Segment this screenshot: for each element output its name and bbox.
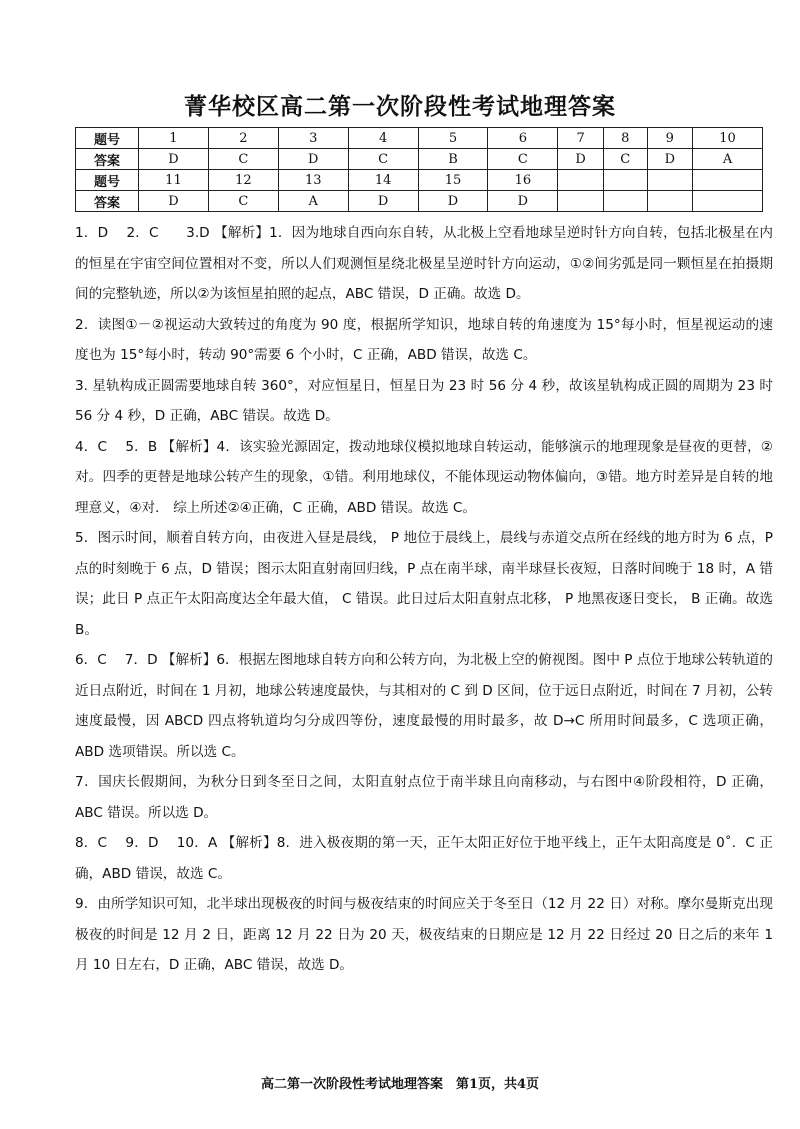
explanation-q4-5: 4．C 5．B 【解析】4．该实验光源固定，拨动地球仪模拟地球自转运动，能够演示的地理现象是昼夜的更替，②对。四季的更替是地球公转产生的现象，①错。利用地球仪，不能体现运动物体偏向，③错。地方时差异是自转的地理意义，④对． 综上所述②④正确，C 正确，ABD 错误。故选 C。 — [75, 438, 773, 516]
answer-cell: D — [348, 191, 418, 212]
question-number: 5 — [418, 128, 488, 149]
question-number: 2 — [208, 128, 278, 149]
answer-cell: C — [488, 149, 558, 170]
question-number: 8 — [603, 128, 647, 149]
explanation-q3: 3. 星轨构成正圆需要地球自转 360°，对应恒星日，恒星日为 23 时 56 分 4 秒，故该星轨构成正圆的周期为 23 时 56 分 4 秒，D 正确，ABC 错误。故选 D。 — [75, 377, 773, 424]
question-number: 7 — [558, 128, 604, 149]
question-number — [558, 170, 604, 191]
answer-cell — [647, 191, 693, 212]
row-label-answer: 答案 — [76, 149, 139, 170]
answer-cell: B — [418, 149, 488, 170]
answer-cell: D — [139, 191, 209, 212]
question-number: 11 — [139, 170, 209, 191]
question-number — [603, 170, 647, 191]
question-number: 13 — [278, 170, 348, 191]
question-row-2 — [76, 170, 763, 191]
page-footer: 高二第一次阶段性考试地理答案 第1页，共4页 — [260, 1077, 540, 1092]
question-row-1 — [76, 128, 763, 149]
question-number: 9 — [647, 128, 693, 149]
question-number: 16 — [488, 170, 558, 191]
answer-cell: C — [208, 191, 278, 212]
question-number: 6 — [488, 128, 558, 149]
explanation-q1-3: 1．D 2．C 3.D 【解析】1．因为地球自西向东自转，从北极上空看地球呈逆时针方向自转，包括北极星在内的恒星在宇宙空间位置相对不变，所以人们观测恒星绕北极星呈逆时针方向运动，①②间劣弧是同一颗恒星在拍摄期间的完整轨迹，所以②为该恒星拍照的起点，ABC 错误，D 正确。故选 D。 — [75, 225, 773, 302]
page-title: 菁华校区高二第一次阶段性考试地理答案 — [184, 93, 616, 120]
row-label-question: 题号 — [76, 128, 139, 149]
answer-cell: D — [558, 149, 604, 170]
explanation-q7: 7．国庆长假期间，为秋分日到冬至日之间，太阳直射点位于南半球且向南移动，与右图中④阶段相符，D 正确，ABC 错误。所以选 D。 — [75, 774, 773, 821]
explanation-q2: 2．读图①－②视运动大致转过的角度为 90 度，根据所学知识，地球自转的角速度为 15°每小时，恒星视运动的速度也为 15°每小时，转动 90°需要 6 个小时，C 正确，ABD 错误，故选 C。 — [75, 316, 773, 363]
explanation-q6-7: 6．C 7．D 【解析】6．根据左图地球自转方向和公转方向，为北极上空的俯视图。图中 P 点位于地球公转轨道的近日点附近，时间在 1 月初，地球公转速度最快，与其相对的 C 到 D 区间，位于远日点附近，时间在 7 月初，公转速度最慢，因 ABCD 四点将轨道均匀分成四等份，速度最慢的用时最多，故 D→C 所用时间最多，C 选项正确，ABD 选项错误。所以选 C。 — [75, 652, 773, 760]
answer-cell: D — [278, 149, 348, 170]
question-number: 14 — [348, 170, 418, 191]
row-label-question: 题号 — [76, 170, 139, 191]
answer-cell — [558, 191, 604, 212]
answer-cell: C — [603, 149, 647, 170]
question-number — [647, 170, 693, 191]
explanation-q8-10: 8．C 9．D 10．A 【解析】8．进入极夜期的第一天，正午太阳正好位于地平线上，正午太阳高度是 0˚．C 正确，ABD 错误，故选 C。 — [75, 835, 773, 882]
answer-cell: A — [693, 149, 763, 170]
answer-cell — [603, 191, 647, 212]
answer-cell: C — [208, 149, 278, 170]
explanation-q5: 5．图示时间，顺着自转方向，由夜进入昼是晨线， P 地位于晨线上，晨线与赤道交点所在经线的地方时为 6 点，P 点的时刻晚于 6 点，D 错误；图示太阳直射南回归线，P 点在南半球，南半球昼长夜短，日落时间晚于 18 时，A 错误；此日 P 点正午太阳高度达全年最大值， C 错误。此日过后太阳直射点北移， P 地黑夜逐日变长， B 正确。故选 B。 — [75, 530, 773, 638]
question-number: 15 — [418, 170, 488, 191]
question-number: 4 — [348, 128, 418, 149]
question-number — [693, 170, 763, 191]
answer-cell: A — [278, 191, 348, 212]
question-number: 12 — [208, 170, 278, 191]
answer-cell: D — [488, 191, 558, 212]
explanations — [75, 218, 773, 981]
answer-row-2 — [76, 191, 763, 212]
row-label-answer: 答案 — [76, 191, 139, 212]
explanation-q9: 9．由所学知识可知，北半球出现极夜的时间与极夜结束的时间应关于冬至日（12 月 22 日）对称。摩尔曼斯克出现极夜的时间是 12 月 2 日，距离 12 月 22 日为 20 天，极夜结束的日期应是 12 月 22 日经过 20 日之后的来年 1 月 10 日左右，D 正确，ABC 错误，故选 D。 — [75, 896, 773, 973]
answer-row-1 — [76, 149, 763, 170]
answer-cell: D — [418, 191, 488, 212]
question-number: 1 — [139, 128, 209, 149]
answer-cell: D — [647, 149, 693, 170]
answer-table — [75, 127, 763, 212]
answer-cell: D — [139, 149, 209, 170]
question-number: 3 — [278, 128, 348, 149]
answer-cell: C — [348, 149, 418, 170]
answer-cell — [693, 191, 763, 212]
question-number: 10 — [693, 128, 763, 149]
